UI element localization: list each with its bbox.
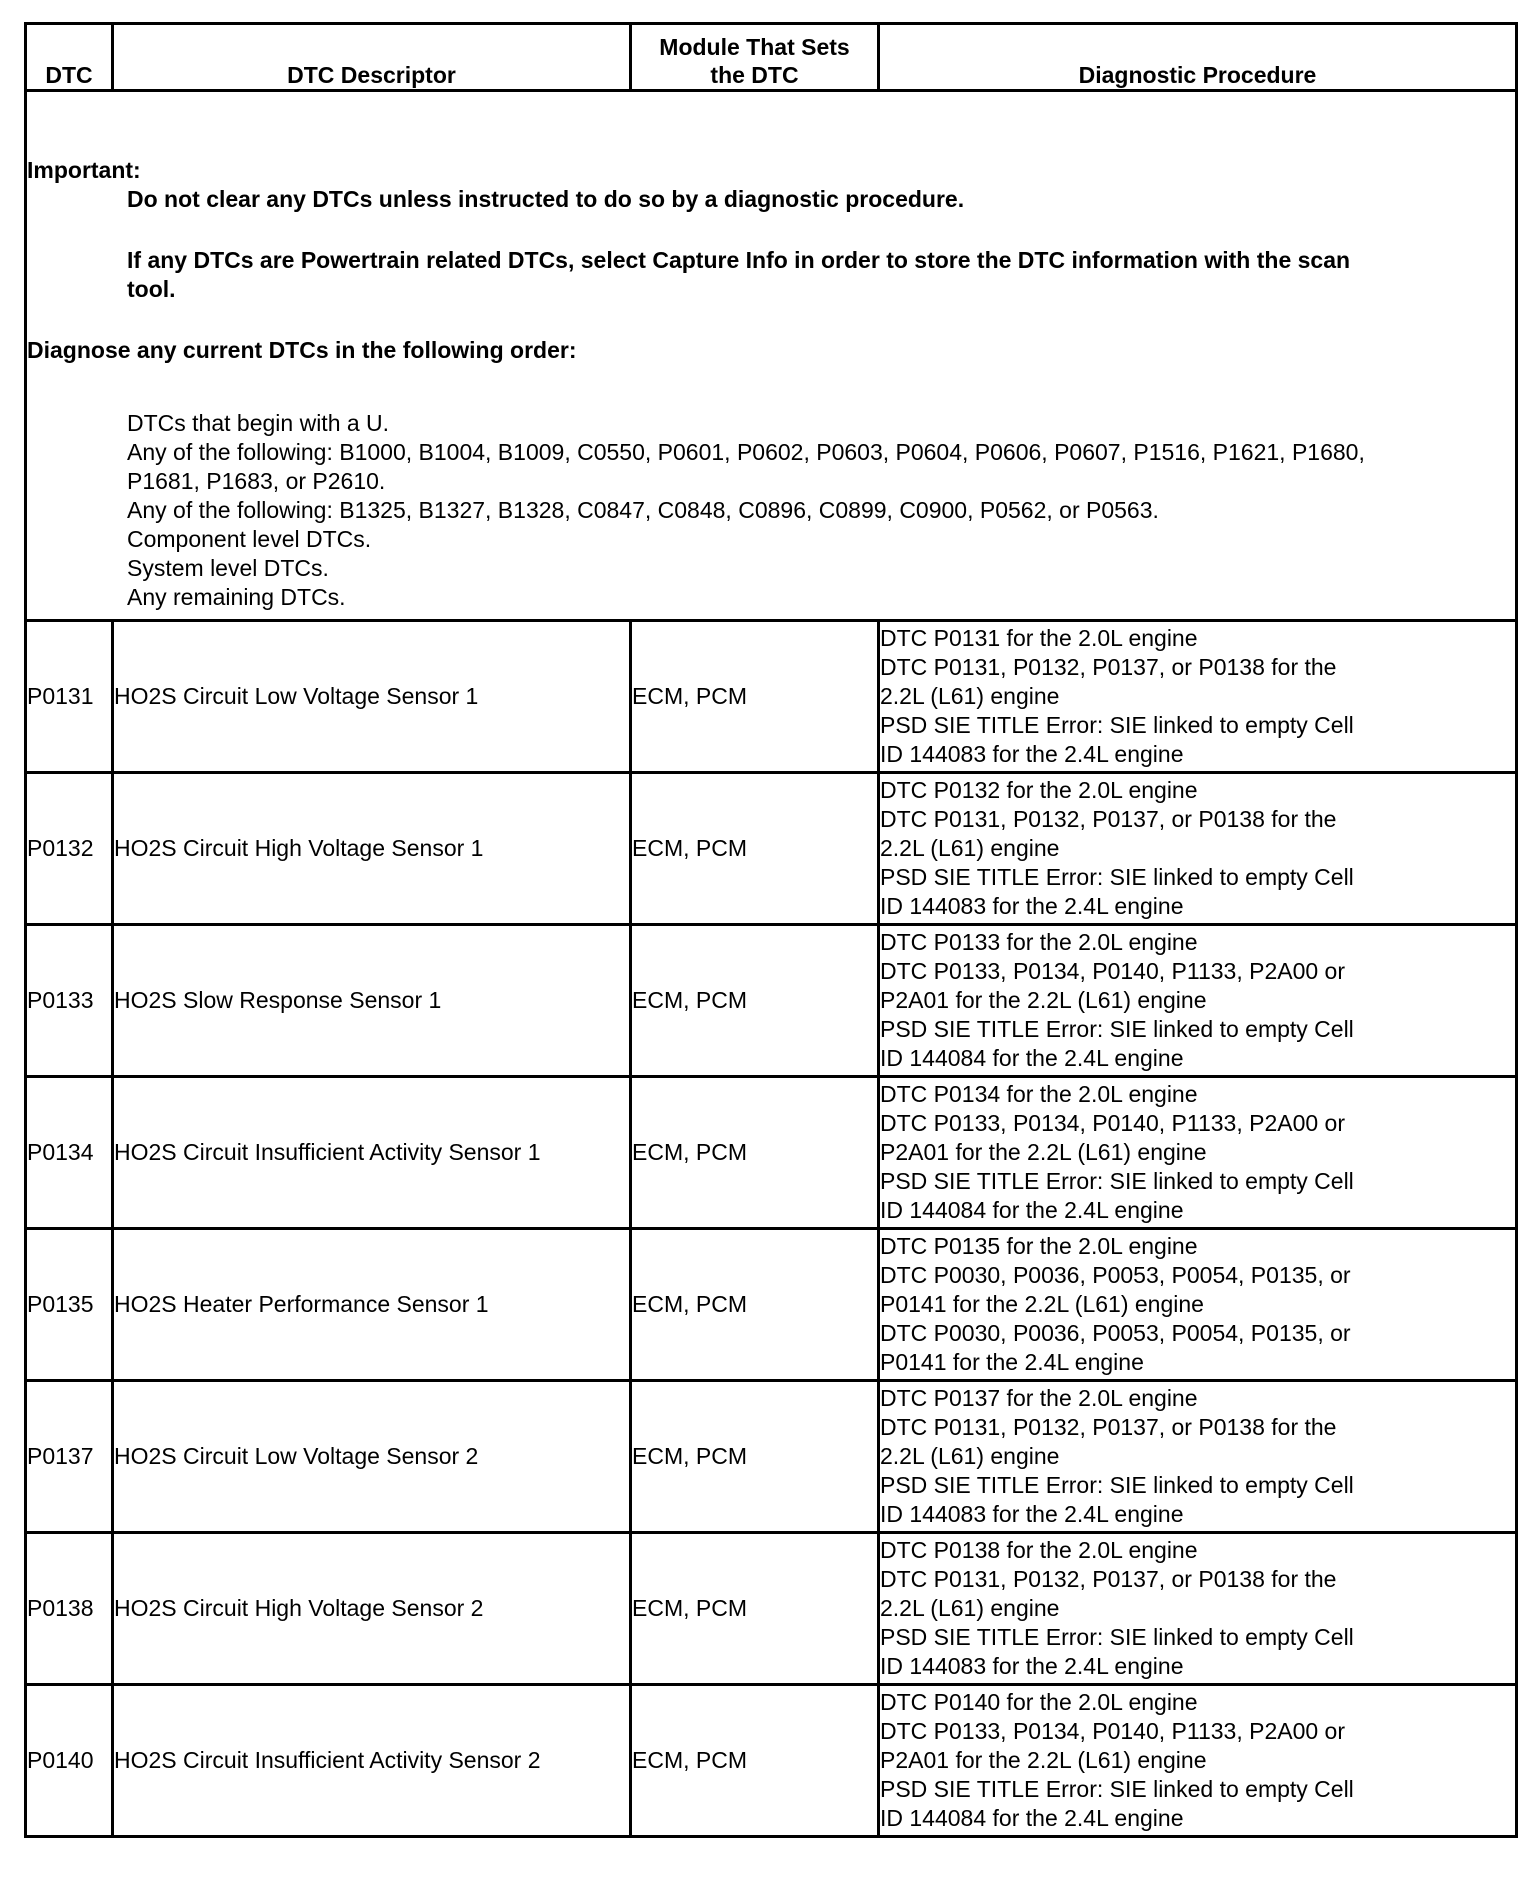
procedure-line: PSD SIE TITLE Error: SIE linked to empty Cell	[880, 864, 1354, 890]
important-line-2a: If any DTCs are Powertrain related DTCs, select Capture Info in order to store the DTC information with the scan	[127, 247, 1351, 273]
diagnostic-procedure-cell	[879, 1533, 1517, 1685]
procedure-line: DTC P0131, P0132, P0137, or P0138 for the	[880, 1414, 1337, 1440]
procedure-line: DTC P0133, P0134, P0140, P1133, P2A00 or	[880, 1110, 1345, 1136]
diagnostic-procedure-cell	[879, 1229, 1517, 1381]
diagnostic-procedure-cell	[879, 1077, 1517, 1229]
procedure-line: DTC P0133, P0134, P0140, P1133, P2A00 or	[880, 1718, 1345, 1744]
module-cell: ECM, PCM	[631, 925, 879, 1077]
procedure-line: P0141 for the 2.4L engine	[880, 1349, 1144, 1375]
diagnostic-procedure-cell	[879, 773, 1517, 925]
procedure-line: PSD SIE TITLE Error: SIE linked to empty Cell	[880, 712, 1354, 738]
dtc-code-cell: P0131	[26, 621, 113, 773]
table-row	[26, 1685, 1517, 1837]
procedure-line: PSD SIE TITLE Error: SIE linked to empty Cell	[880, 1776, 1354, 1802]
procedure-line: P2A01 for the 2.2L (L61) engine	[880, 987, 1207, 1013]
table-row	[26, 925, 1517, 1077]
header-dtc: DTC	[26, 24, 113, 91]
diagnostic-procedure-cell	[879, 1685, 1517, 1837]
procedure-line: ID 144084 for the 2.4L engine	[880, 1197, 1184, 1223]
dtc-descriptor-cell: HO2S Circuit Insufficient Activity Sensor 2	[113, 1685, 631, 1837]
dtc-code-cell: P0137	[26, 1381, 113, 1533]
procedure-line: ID 144083 for the 2.4L engine	[880, 1653, 1184, 1679]
header-row	[26, 24, 1517, 91]
procedure-line: DTC P0137 for the 2.0L engine	[880, 1385, 1198, 1411]
procedure-line: DTC P0131, P0132, P0137, or P0138 for the	[880, 1566, 1337, 1592]
header-module-line1: Module That Sets	[659, 34, 850, 60]
header-procedure: Diagnostic Procedure	[879, 24, 1517, 91]
dtc-descriptor-cell: HO2S Circuit Insufficient Activity Sensor 1	[113, 1077, 631, 1229]
important-line-2b: tool.	[127, 276, 176, 302]
procedure-line: DTC P0132 for the 2.0L engine	[880, 777, 1198, 803]
procedure-line: DTC P0131, P0132, P0137, or P0138 for the	[880, 654, 1337, 680]
dtc-descriptor-cell: HO2S Circuit Low Voltage Sensor 2	[113, 1381, 631, 1533]
dtc-code-cell: P0133	[26, 925, 113, 1077]
header-module	[631, 24, 879, 91]
procedure-line: 2.2L (L61) engine	[880, 683, 1060, 709]
dtc-descriptor-cell: HO2S Slow Response Sensor 1	[113, 925, 631, 1077]
dtc-code-cell: P0135	[26, 1229, 113, 1381]
diagnostic-procedure-cell	[879, 621, 1517, 773]
procedure-line: DTC P0135 for the 2.0L engine	[880, 1233, 1198, 1259]
procedure-line: 2.2L (L61) engine	[880, 1443, 1060, 1469]
diagnostic-procedure-cell	[879, 925, 1517, 1077]
module-cell: ECM, PCM	[631, 1533, 879, 1685]
table-row	[26, 1533, 1517, 1685]
procedure-line: DTC P0133 for the 2.0L engine	[880, 929, 1198, 955]
procedure-line: PSD SIE TITLE Error: SIE linked to empty Cell	[880, 1624, 1354, 1650]
module-cell: ECM, PCM	[631, 1381, 879, 1533]
header-module-line2: the DTC	[710, 62, 799, 88]
module-cell: ECM, PCM	[631, 1685, 879, 1837]
procedure-line: ID 144083 for the 2.4L engine	[880, 741, 1184, 767]
dtc-descriptor-cell: HO2S Circuit High Voltage Sensor 1	[113, 773, 631, 925]
table-row	[26, 1381, 1517, 1533]
important-line-1: Do not clear any DTCs unless instructed to do so by a diagnostic procedure.	[127, 186, 965, 212]
dtc-code-cell: P0140	[26, 1685, 113, 1837]
dtc-code-cell: P0132	[26, 773, 113, 925]
spacer	[27, 214, 1515, 246]
header-descriptor: DTC Descriptor	[113, 24, 631, 91]
procedure-line: DTC P0030, P0036, P0053, P0054, P0135, or	[880, 1320, 1351, 1346]
procedure-line: DTC P0133, P0134, P0140, P1133, P2A00 or	[880, 958, 1345, 984]
module-cell: ECM, PCM	[631, 773, 879, 925]
procedure-line: DTC P0131, P0132, P0137, or P0138 for the	[880, 806, 1337, 832]
order-item: Component level DTCs.	[127, 526, 372, 552]
diagnostic-procedure-cell	[879, 1381, 1517, 1533]
order-item: System level DTCs.	[127, 555, 329, 581]
procedure-line: P2A01 for the 2.2L (L61) engine	[880, 1139, 1207, 1165]
procedure-line: 2.2L (L61) engine	[880, 1595, 1060, 1621]
dtc-code-cell: P0138	[26, 1533, 113, 1685]
procedure-line: ID 144084 for the 2.4L engine	[880, 1805, 1184, 1831]
order-item: P1681, P1683, or P2610.	[127, 468, 386, 494]
procedure-line: DTC P0030, P0036, P0053, P0054, P0135, or	[880, 1262, 1351, 1288]
procedure-line: DTC P0140 for the 2.0L engine	[880, 1689, 1198, 1715]
procedure-line: ID 144083 for the 2.4L engine	[880, 1501, 1184, 1527]
procedure-line: PSD SIE TITLE Error: SIE linked to empty Cell	[880, 1168, 1354, 1194]
procedure-line: DTC P0134 for the 2.0L engine	[880, 1081, 1198, 1107]
procedure-line: P2A01 for the 2.2L (L61) engine	[880, 1747, 1207, 1773]
order-item: Any of the following: B1325, B1327, B1328, C0847, C0848, C0896, C0899, C0900, P0562, or P0563.	[127, 497, 1159, 523]
dtc-descriptor-cell: HO2S Circuit Low Voltage Sensor 1	[113, 621, 631, 773]
module-cell: ECM, PCM	[631, 1077, 879, 1229]
table-row	[26, 773, 1517, 925]
module-cell: ECM, PCM	[631, 621, 879, 773]
notes-row	[26, 91, 1517, 621]
notes-cell	[26, 91, 1517, 621]
order-title: Diagnose any current DTCs in the following order:	[27, 337, 577, 363]
procedure-line: ID 144084 for the 2.4L engine	[880, 1045, 1184, 1071]
procedure-line: DTC P0138 for the 2.0L engine	[880, 1537, 1198, 1563]
table-row	[26, 621, 1517, 773]
procedure-line: DTC P0131 for the 2.0L engine	[880, 625, 1198, 651]
procedure-line: PSD SIE TITLE Error: SIE linked to empty Cell	[880, 1016, 1354, 1042]
dtc-table	[24, 22, 1518, 1838]
dtc-descriptor-cell: HO2S Circuit High Voltage Sensor 2	[113, 1533, 631, 1685]
procedure-line: 2.2L (L61) engine	[880, 835, 1060, 861]
procedure-line: ID 144083 for the 2.4L engine	[880, 893, 1184, 919]
order-item: DTCs that begin with a U.	[127, 410, 390, 436]
module-cell: ECM, PCM	[631, 1229, 879, 1381]
table-row	[26, 1229, 1517, 1381]
order-item: Any remaining DTCs.	[127, 584, 346, 610]
dtc-code-cell: P0134	[26, 1077, 113, 1229]
table-row	[26, 1077, 1517, 1229]
order-item: Any of the following: B1000, B1004, B1009, C0550, P0601, P0602, P0603, P0604, P0606, P0607, P1516, P1621, P1680,	[127, 439, 1365, 465]
dtc-descriptor-cell: HO2S Heater Performance Sensor 1	[113, 1229, 631, 1381]
order-list	[27, 409, 1515, 612]
important-label: Important:	[27, 157, 141, 183]
procedure-line: PSD SIE TITLE Error: SIE linked to empty Cell	[880, 1472, 1354, 1498]
procedure-line: P0141 for the 2.2L (L61) engine	[880, 1291, 1204, 1317]
